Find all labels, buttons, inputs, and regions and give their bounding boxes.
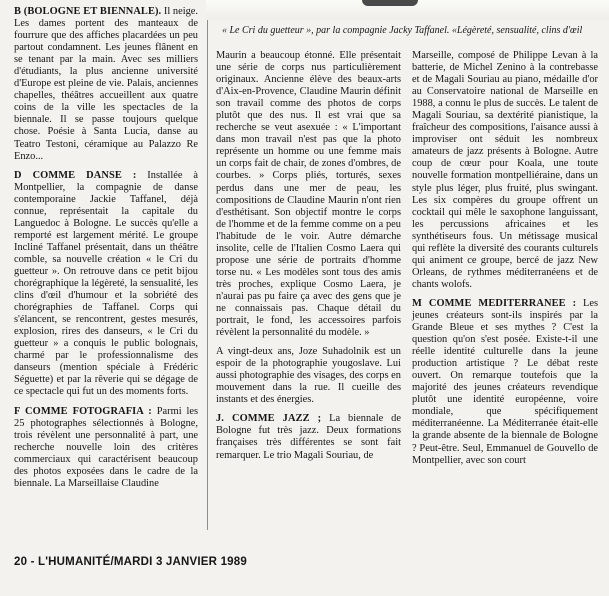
paragraph-fotografia-continued: Maurin a beaucoup étonné. Elle présentait une série de corps nus particulièrement originaux. Ancienne élève des beaux-arts d'Aix-en-Provence, Claudine Maurin définit son travail comme des photos de corps plutôt que des nus. Il est vrai que sa recherche se veut asexuée : « L'important dans mon travail n'est pas que la photo représente un homme ou une femme mais un corps fait de chair, de zones d'ombres, de courbes. » Corps pliés, torturés, sexes perdus dans une mer de peau, les compositions de Claudine Maurin n'ont rien d'esthétisant. Son objectif montre le corps de l'homme et de la femme comme on a peu l'habitude de le voir. Autre démarche insolite, celle de l'Italien Cosmo Laera qui propose une série de portraits d'homme torse nu. « Les modèles sont tous des amis très proches, explique Cosmo Laera, je n'aurai pas pu faire ça avec des gens que je ne connaissais pas. Chaque détail du portrait, le fond, les accessoires parfois révèlent la personnalité du modèle. » [216, 50, 401, 339]
section-heading: F COMME FOTOGRAFIA : [14, 405, 152, 417]
article-column-2 [216, 50, 401, 462]
column-rule [207, 20, 208, 530]
section-jazz [216, 413, 401, 461]
section-text: Parmi les 25 photographes sélectionnés à Bologne, trois révèlent une personnalité à part, une recherche nouvelle loin des critères commerciaux qui caractérisent beaucoup des photos exposées dans le cadre de la biennale. La Marseillaise Claudine [14, 405, 199, 489]
section-text: La biennale de Bologne fut très jazz. Deux formations françaises très différentes se sont fait remarquer. Le trio Magali Souriau, de [216, 413, 401, 461]
section-fotografia [14, 406, 198, 490]
article-column-1 [14, 6, 198, 490]
section-text: Il neige. Les dames portent des manteaux de fourrure que des affiches placardées un peu partout condamnent. Les jeunes flânent en se tenant par la main. Avec ses milliers d'étudiants, la plus ancienne université d'Europe est pleine de vie. Palais, anciennes chapelles, théâtres accueillent aux quatre coins de la ville les spectacles de la biennale. Il se passe toujours quelque chose. Poésie à Santa Lucia, danse au Teatro Testoni, céramique au Palazzo Re Enzo... [14, 6, 198, 162]
section-danse [14, 170, 198, 399]
photo-caption: « Le Cri du guetteur », par la compagnie Jacky Taffanel. «Légèreté, sensualité, clins d'œil [222, 25, 583, 36]
section-heading: B (BOLOGNE ET BIENNALE). [14, 6, 162, 17]
section-heading: J. COMME JAZZ ; [216, 413, 322, 425]
page-footer: 20 - L'HUMANITÉ/MARDI 3 JANVIER 1989 [14, 556, 247, 568]
section-heading: D COMME DANSE : [14, 169, 137, 181]
paragraph-suhadolnik: A vingt-deux ans, Joze Suhadolnik est un espoir de la photographie yougoslave. Lui aussi photographie des visages, des corps en mouvement dans la rue. Il cueille des instants et des énergies. [216, 346, 401, 406]
section-heading: M COMME MEDITERRANEE : [412, 297, 577, 309]
article-column-3 [412, 50, 598, 467]
section-text: Installée à Montpellier, la compagnie de danse contemporaine Jackie Taffanel, déjà connue, représentait la capitale du Languedoc à Bologne. Le succès qu'elle a remporté est largement mérité. Le groupe Incliné Taffanel présentait, dans un théâtre comble, sa nouvelle création « le Cri du guetteur ». On retrouve dans ce petit bijou chorégraphique la légèreté, la sensualité, les clins d'œil d'humour et la sobriété des chorégraphies de Taffanel. Corps qui s'élancent, se rencontrent, gestes mesurés, explosion, rires des danseurs, « le Cri du guetteur » a conquis le public bolognais, charmé par le professionnalisme des danseurs (mention spéciale à Frédéric Séguette) et par la rêverie qui se dégage de ce spectacle qui fut un des moments forts. [14, 169, 198, 398]
paragraph-jazz-continued: Marseille, composé de Philippe Levan à la batterie, de Michel Zenino à la contrebasse et de Magali Souriau au piano, médaille d'or au Conservatoire national de Marseille en 1988, a connu le plus de succès. Le talent de Magali Souriau, sa dextérité pianistique, la fraîcheur des compositions, l'aisance aussi à improviser ont séduit les nombreux amateurs de jazz présents à Bologne. Autre coup de cœur pour Koala, une toute nouvelle formation montpelliéraine, dans un style plus léger, plus fruité, plus swingant. Les six compères du groupe offrent un cocktail qui mêle le saxophone languissant, les percussions africaines et les synthétiseurs fous. Un métissage musical qui reflète la diversité des courants culturels qui animent ce groupe, bercé de jazz New Orleans, de rythmes méditerranéens et de chants wolofs. [412, 50, 598, 290]
section-mediterranee [412, 298, 598, 467]
photo-fragment [362, 0, 418, 6]
section-text: Les jeunes créateurs sont-ils inspirés par la Grande Bleue et ses mythes ? C'est la question qu'on s'est posée. Existe-t-il une réelle identité culturelle dans la jeune production artistique ? Le débat reste ouvert. On remarque toutefois que la majorité des jeunes créateurs revendique plutôt une identité européenne, voire mondiale, que spécifiquement méditerranéenne. La Méditerranée était-elle la grande absente de la biennale de Bologne ? Peut-être. Seul, Emmanuel de Gouvello de Montpellier, avec son court [412, 297, 598, 466]
section-bologne [14, 6, 198, 163]
